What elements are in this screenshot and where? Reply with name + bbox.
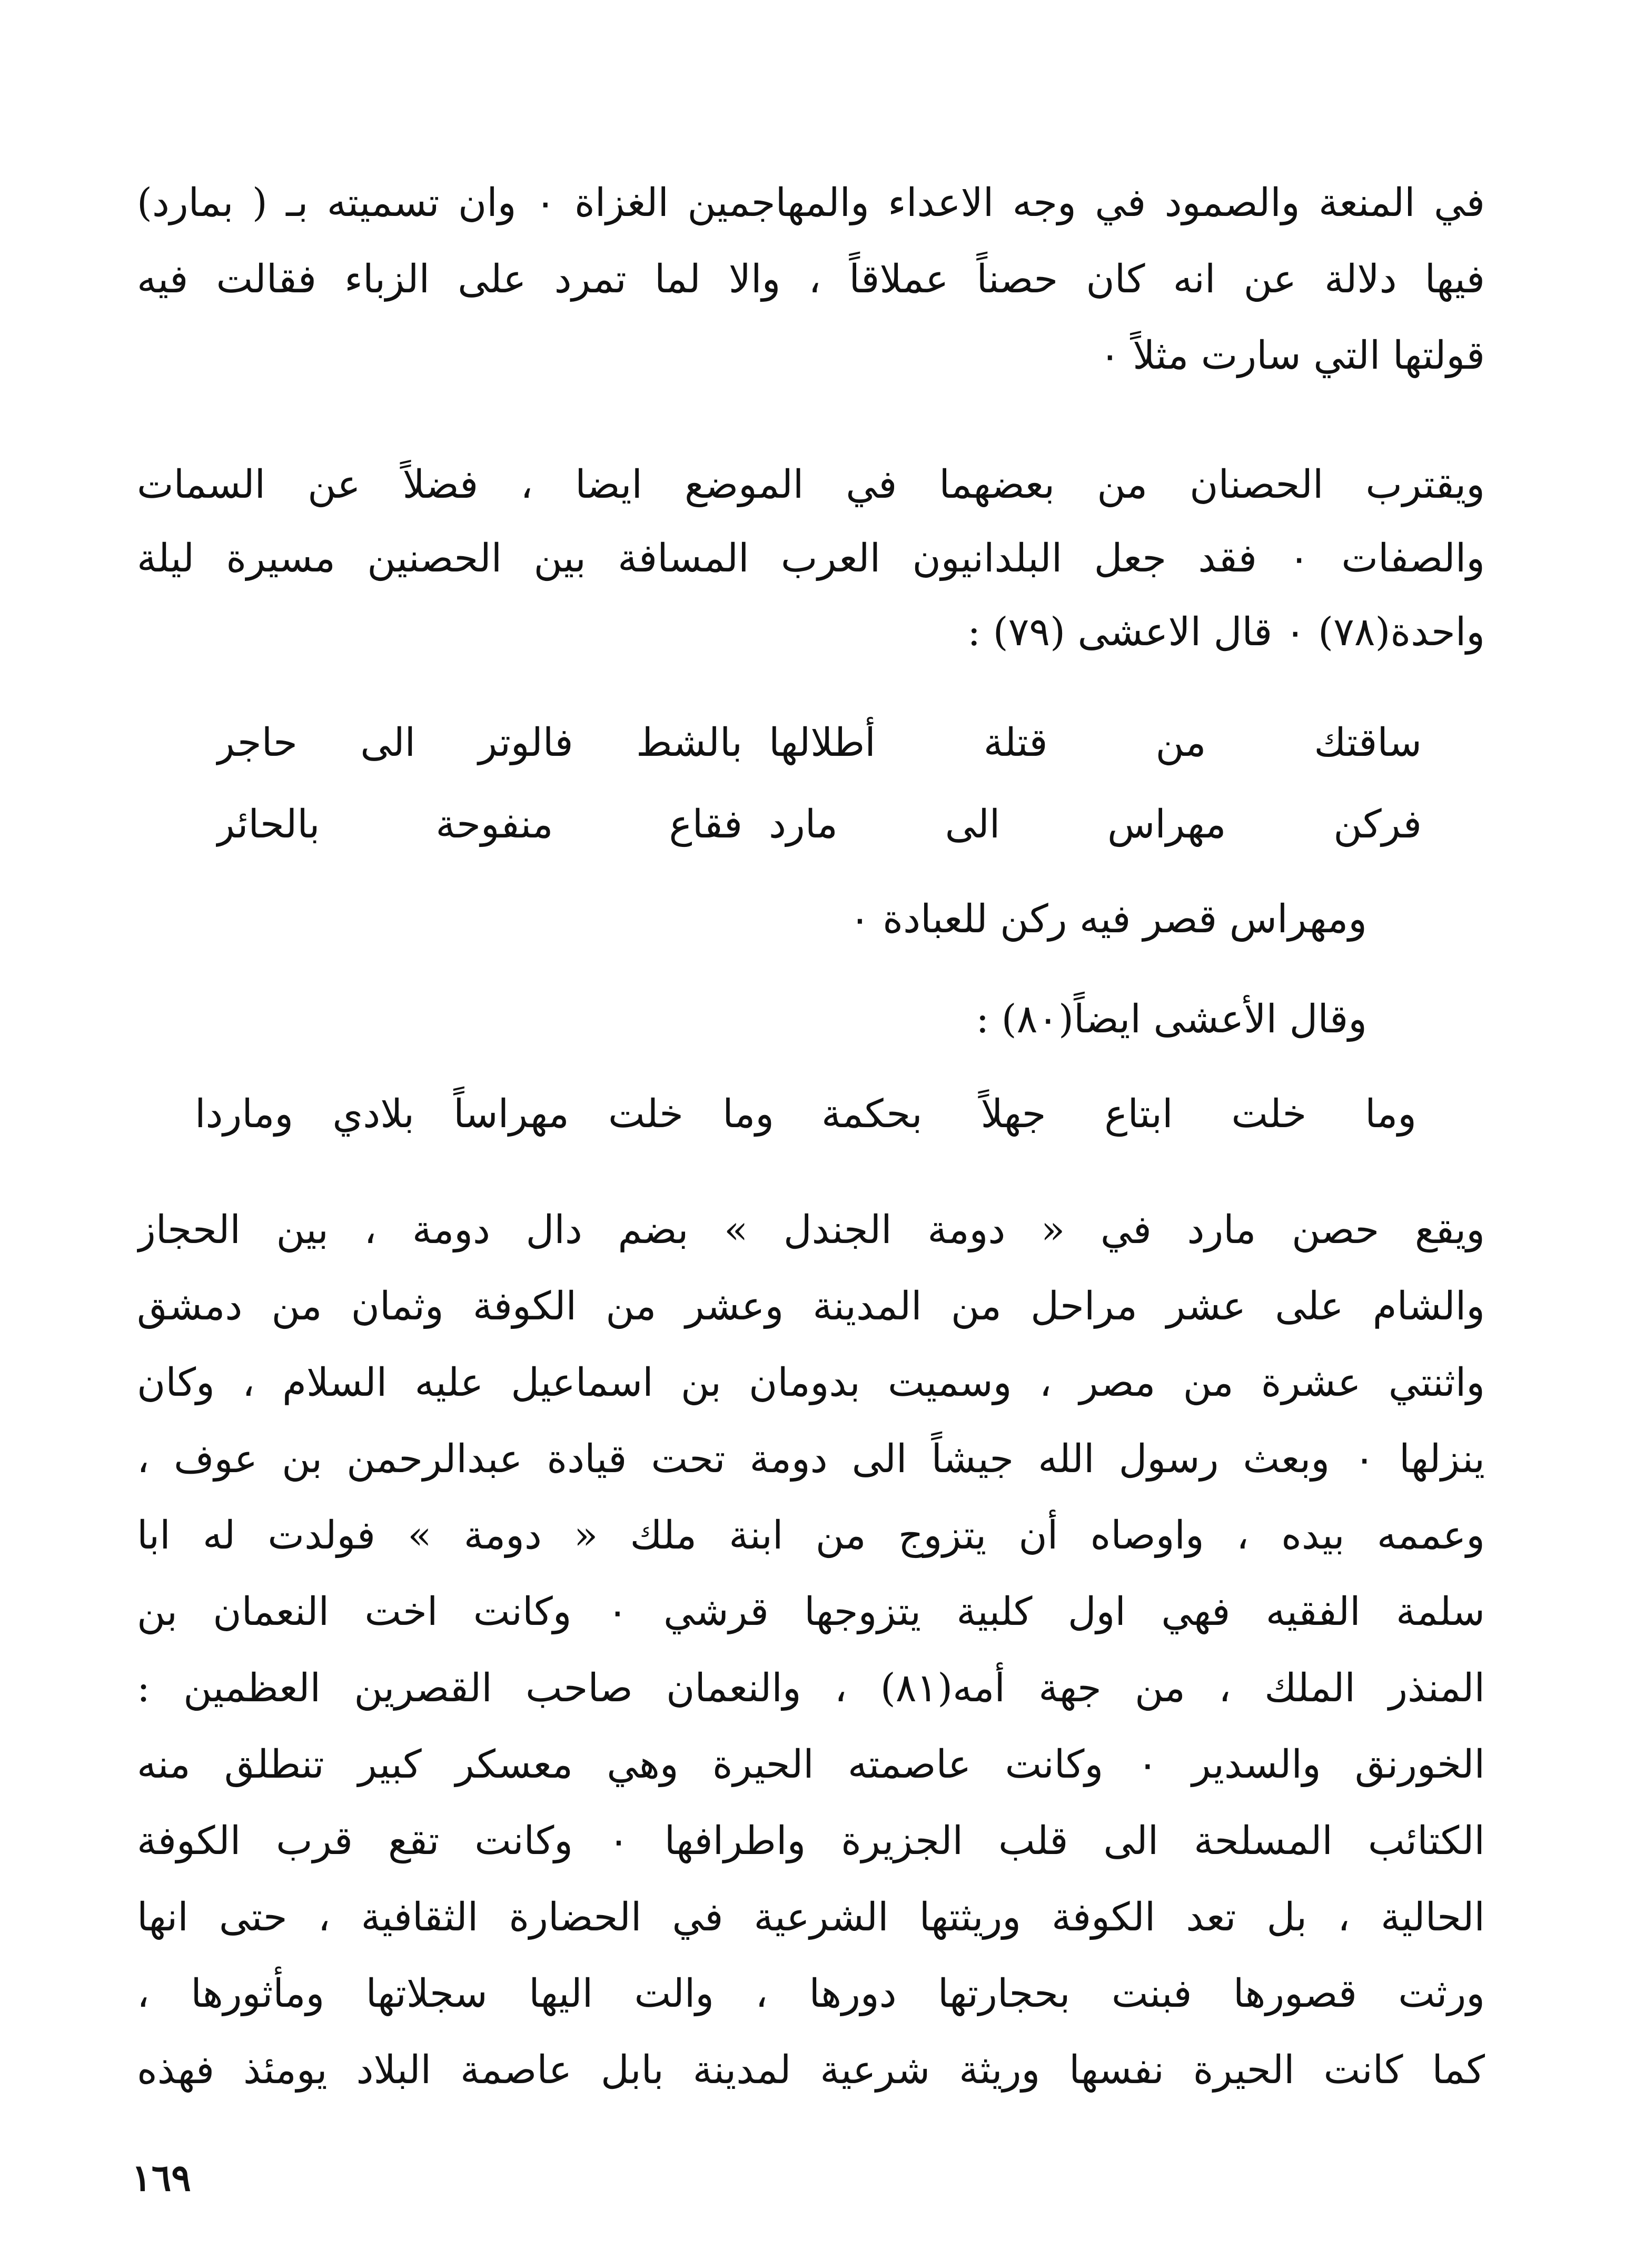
text-line: واحدة(٧٨) ٠ قال الاعشى (٧٩) :	[967, 609, 1485, 655]
text-line: والشام على عشر مراحل من المدينة وعشر من الكوفة وثمان من دمشق	[137, 1284, 1485, 1329]
text-line: واثنتي عشرة من مصر ، وسميت بدومان بن اسماعيل عليه السلام ، وكان	[137, 1360, 1485, 1405]
text-line: وقال الأعشى ايضاً(٨٠) :	[976, 997, 1367, 1042]
verse-hemistich: وما خلت ابتاع جهلاً بحكمة	[821, 1091, 1416, 1137]
verse-hemistich: وما خلت مهراساً بلادي وماردا	[195, 1091, 774, 1137]
text-line: قولتها التي سارت مثلاً ٠	[1099, 333, 1485, 378]
text-line: في المنعة والصمود في وجه الاعداء والمهاجمين الغزاة ٠ وان تسميته بـ ( بمارد)	[137, 180, 1485, 225]
text-line: والصفات ٠ فقد جعل البلدانيون العرب المسافة بين الحصنين مسيرة ليلة	[137, 536, 1485, 581]
text-line: فيها دلالة عن انه كان حصناً عملاقاً ، والا لما تمرد على الزباء فقالت فيه	[137, 257, 1485, 302]
text-line: الحالية ، بل تعد الكوفة وريثتها الشرعية في الحضارة الثقافية ، حتى انها	[137, 1895, 1485, 1940]
text-line: الخورنق والسدير ٠ وكانت عاصمته الحيرة وهي معسكر كبير تنطلق منه	[137, 1742, 1485, 1787]
verse-hemistich: فركن مهراس الى مارد	[769, 802, 1422, 847]
text-line: وعممه بيده ، واوصاه أن يتزوج من ابنة ملك « دومة » فولدت له ابا	[137, 1513, 1485, 1558]
text-line: ورثت قصورها فبنت بحجارتها دورها ، والت اليها سجلاتها ومأثورها ،	[137, 1971, 1485, 2016]
text-line: ينزلها ٠ وبعث رسول الله جيشاً الى دومة تحت قيادة عبدالرحمن بن عوف ،	[137, 1436, 1485, 1482]
text-line: ويقع حصن مارد في « دومة الجندل » بضم دال دومة ، بين الحجاز	[137, 1207, 1485, 1253]
text-line: المنذر الملك ، من جهة أمه(٨١) ، والنعمان صاحب القصرين العظمين :	[137, 1665, 1485, 1711]
text-line: الكتائب المسلحة الى قلب الجزيرة واطرافها ٠ وكانت تقع قرب الكوفة	[137, 1818, 1485, 1863]
text-line: ويقترب الحصنان من بعضهما في الموضع ايضا ، فضلاً عن السمات	[137, 462, 1485, 507]
text-line: ومهراس قصر فيه ركن للعبادة ٠	[849, 896, 1367, 942]
text-line: كما كانت الحيرة نفسها وريثة شرعية لمدينة بابل عاصمة البلاد يومئذ فهذه	[137, 2047, 1485, 2093]
verse-hemistich: ساقتك من قتلة أطلالها	[769, 720, 1422, 765]
verse-hemistich: فقاع منفوحة بالحائر	[216, 802, 742, 847]
verse-hemistich: بالشط فالوتر الى حاجر	[216, 720, 742, 765]
page-number: ١٦٩	[132, 2156, 191, 2200]
text-line: سلمة الفقيه فهي اول كلبية يتزوجها قرشي ٠ وكانت اخت النعمان بن	[137, 1589, 1485, 1634]
